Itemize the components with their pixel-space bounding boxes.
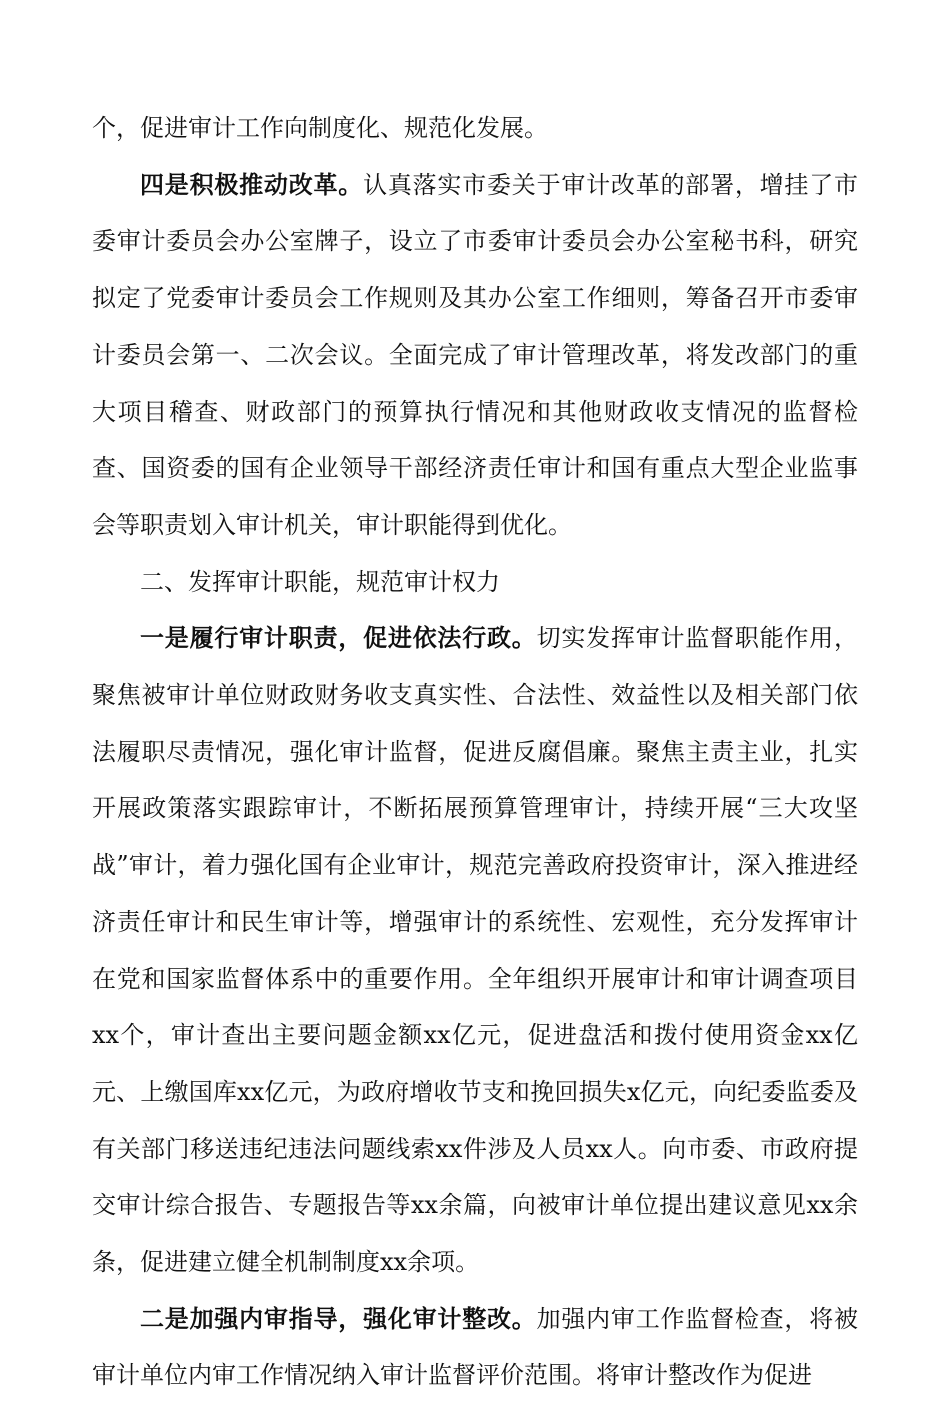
- paragraph-text: 加强内审工作监督检查，将被审计单位内审工作情况纳入审计监督评价范围。将审计整改作为促进: [92, 1304, 859, 1390]
- paragraph-lead: 二是加强内审指导，强化审计整改。: [140, 1303, 537, 1333]
- document-page: [92, 100, 858, 1404]
- paragraph-lead: 四是积极推动改革。: [140, 169, 364, 199]
- paragraph-text: 个，促进审计工作向制度化、规范化发展。: [92, 114, 548, 142]
- paragraph-audit-duties: [92, 610, 858, 1290]
- section-heading: [92, 554, 858, 611]
- paragraph-continuation: [92, 100, 858, 157]
- paragraph-internal-audit: [92, 1291, 858, 1404]
- paragraph-text: 认真落实市委关于审计改革的部署，增挂了市委审计委员会办公室牌子，设立了市委审计委员会办公室秘书科，研究拟定了党委审计委员会工作规则及其办公室工作细则，筹备召开市委审计委员会第一、二次会议。全面完成了审计管理改革，将发改部门的重大项目稽查、财政部门的预算执行情况和其他财政收支情况的监督检查、国资委的国有企业领导干部经济责任审计和国有重点大型企业监事会等职责划入审计机关，审计职能得到优化。: [92, 170, 859, 539]
- section-heading-text: 二、发挥审计职能，规范审计权力: [140, 567, 500, 596]
- paragraph-text: 切实发挥审计监督职能作用，聚焦被审计单位财政财务收支真实性、合法性、效益性以及相关部门依法履职尽责情况，强化审计监督，促进反腐倡廉。聚焦主责主业，扎实开展政策落实跟踪审计，不断拓展预算管理审计，持续开展“三大攻坚战”审计，着力强化国有企业审计，规范完善政府投资审计，深入推进经济责任审计和民生审计等，增强审计的系统性、宏观性，充分发挥审计在党和国家监督体系中的重要作用。全年组织开展审计和审计调查项目xx个，审计查出主要问题金额xx亿元，促进盘活和拨付使用资金xx亿元、上缴国库xx亿元，为政府增收节支和挽回损失x亿元，向纪委监委及有关部门移送违纪违法问题线索xx件涉及人员xx人。向市委、市政府提交审计综合报告、专题报告等xx余篇，向被审计单位提出建议意见xx余条，促进建立健全机制制度xx余项。: [92, 624, 859, 1277]
- paragraph-lead: 一是履行审计职责，促进依法行政。: [140, 623, 537, 653]
- paragraph-reform: [92, 157, 858, 554]
